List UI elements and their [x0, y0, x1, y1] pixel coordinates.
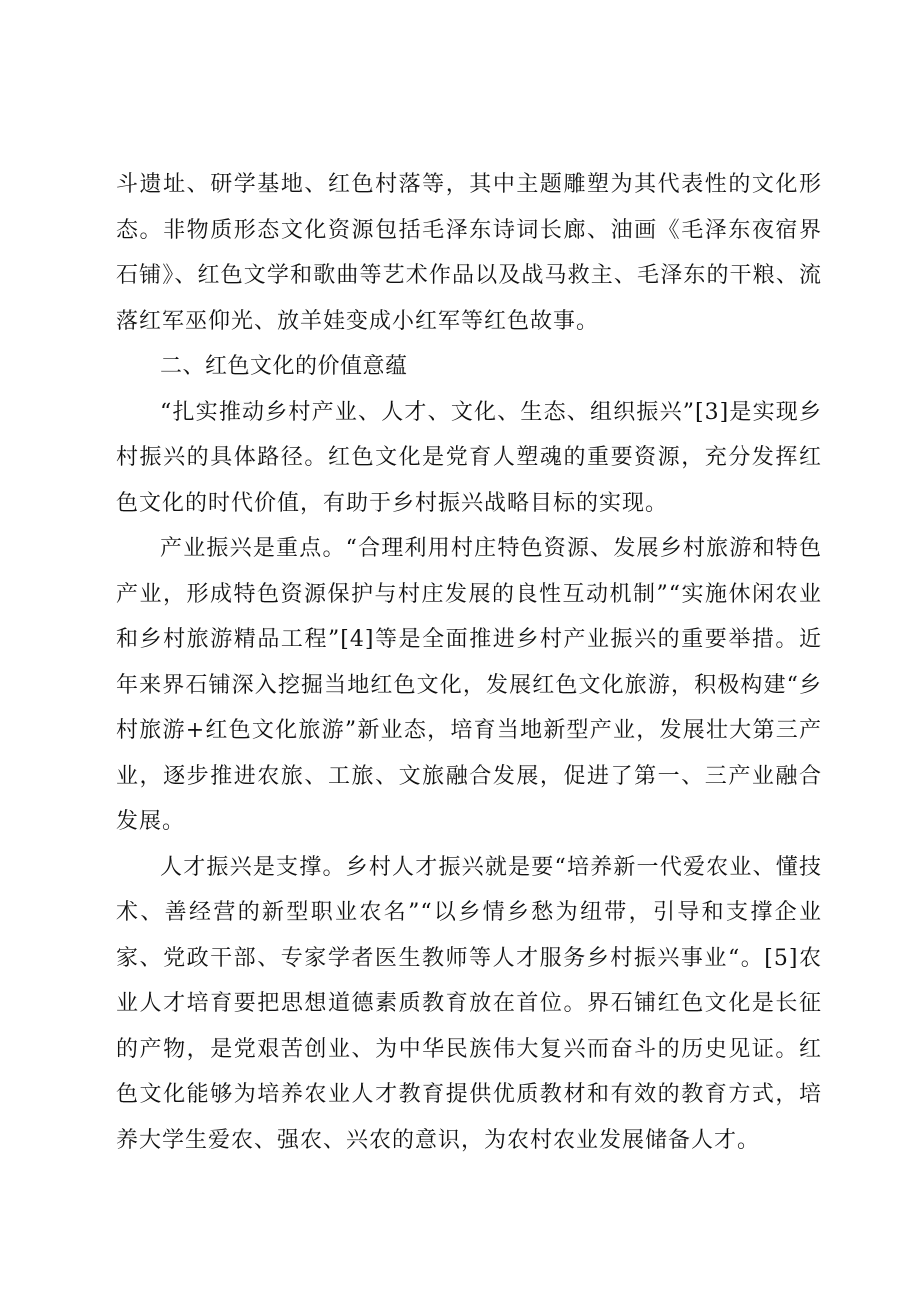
paragraph-industry: 产业振兴是重点。“合理利用村庄特色资源、发展乡村旅游和特色产业，形成特色资源保护与村庄发展的良性互动机制”“实施休闲农业和乡村旅游精品工程”[4]等是全面推进乡村产业振兴的重要举措。近年来界石铺深入挖掘当地红色文化，发展红色文化旅游，积极构建“乡村旅游+红色文化旅游”新业态，培育当地新型产业，发展壮大第三产业，逐步推进农旅、工旅、文旅融合发展，促进了第一、三产业融合发展。 — [116, 536, 822, 834]
document-body — [116, 162, 822, 1163]
section-heading: 二、红色文化的价值意蕴 — [160, 354, 408, 379]
paragraph-talent: 人才振兴是支撑。乡村人才振兴就是要“培养新一代爱农业、懂技术、善经营的新型职业农名”“以乡情乡愁为纽带，引导和支撑企业家、党政干部、专家学者医生教师等人才服务乡村振兴事业“。[5]农业人才培育要把思想道德素质教育放在首位。界石铺红色文化是长征的产物，是党艰苦创业、为中华民族伟大复兴而奋斗的历史见证。红色文化能够为培养农业人才教育提供优质教材和有效的教育方式，培养大学生爱农、强农、兴农的意识，为农村农业发展储备人才。 — [116, 854, 822, 1153]
paragraph-continued: 斗遗址、研学基地、红色村落等，其中主题雕塑为其代表性的文化形态。非物质形态文化资源包括毛泽东诗词长廊、油画《毛泽东夜宿界石铺》、红色文学和歌曲等艺术作品以及战马救主、毛泽东的干粮、流落红军巫仰光、放羊娃变成小红军等红色故事。 — [116, 172, 822, 334]
paragraph-intro: “扎实推动乡村产业、人才、文化、生态、组织振兴”[3]是实现乡村振兴的具体路径。红色文化是党育人塑魂的重要资源，充分发挥红色文化的时代价值，有助于乡村振兴战略目标的实现。 — [116, 399, 822, 516]
